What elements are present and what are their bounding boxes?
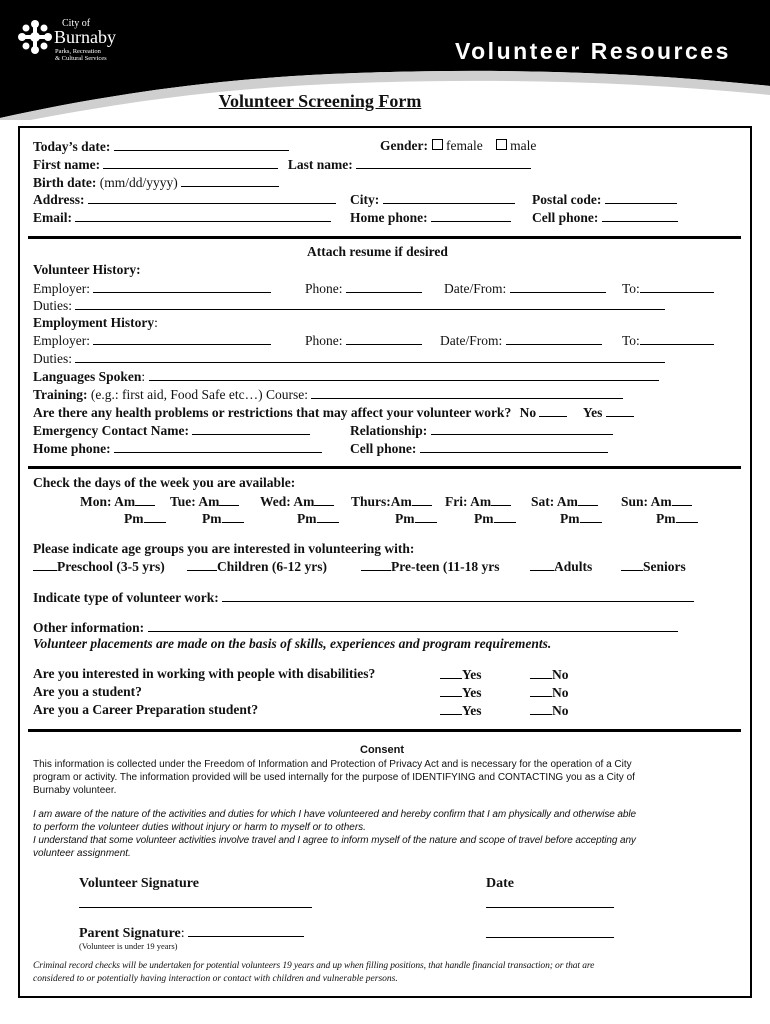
mon-pm-field[interactable]: [144, 510, 166, 523]
employment-employer-field[interactable]: [93, 332, 271, 345]
consent-para-2c: I understand that some volunteer activities involve travel and I agree to inform myself of the nature and scope of travel before accepting any: [33, 835, 636, 846]
am-sat: [531, 493, 598, 510]
career-no: [530, 702, 569, 719]
todays-date-field[interactable]: [114, 138, 289, 151]
postal-code-label: Postal code:: [532, 192, 602, 207]
email-label: Email:: [33, 210, 72, 225]
type-work-row: [33, 589, 694, 606]
age-children: [187, 558, 327, 575]
career-no-field[interactable]: [530, 702, 552, 715]
training-hint: (e.g.: first aid, Food Safe etc…) Course:: [90, 387, 308, 402]
cell-phone-row: [532, 209, 678, 226]
cell-phone-field[interactable]: [602, 209, 678, 222]
parent-signature-field[interactable]: [188, 924, 304, 937]
header-title: Volunteer Resources: [455, 38, 731, 64]
first-name-row: [33, 156, 531, 173]
health-question: Are there any health problems or restrictions that may affect your volunteer work?: [33, 405, 512, 420]
logo-sub-2: & Cultural Services: [55, 55, 107, 62]
consent-para-2d: volunteer assignment.: [33, 848, 131, 859]
health-no-label: No: [519, 405, 537, 420]
consent-para-1c: Burnaby volunteer.: [33, 785, 117, 796]
student-question: Are you a student?: [33, 684, 142, 699]
sun-am-field[interactable]: [672, 493, 692, 506]
last-name-label: Last name:: [287, 157, 353, 172]
disabilities-no: [530, 666, 569, 683]
logo-city-of: City of: [62, 18, 91, 29]
type-work-label: Indicate type of volunteer work:: [33, 590, 219, 605]
languages-field[interactable]: [149, 368, 659, 381]
mon-am-label: Mon: Am: [80, 494, 136, 509]
volunteer-duties-field[interactable]: [75, 297, 665, 310]
preteen-field[interactable]: [361, 558, 391, 571]
health-yes-label: Yes: [582, 405, 603, 420]
gender-label: Gender:: [380, 138, 428, 153]
logo-subtitle: [55, 48, 107, 62]
languages-colon: :: [141, 369, 146, 384]
volunteer-phone-row: [305, 280, 422, 297]
am-fri: [445, 493, 511, 510]
consent-para-2a: I am aware of the nature of the activities and duties for which I have volunteered and hereby confirm that I am physically and otherwise able: [33, 809, 636, 820]
emergency-cell-row: [350, 440, 608, 457]
volunteer-signature-label: Volunteer Signature: [79, 876, 199, 891]
sat-pm-label: Pm: [560, 511, 580, 526]
mon-pm-label: Pm: [124, 511, 144, 526]
volunteer-duties-row: [33, 297, 665, 314]
children-label: Children (6-12 yrs): [217, 559, 327, 574]
age-seniors: [621, 558, 686, 575]
emergency-home-field[interactable]: [114, 440, 322, 453]
tue-am-label: Tue: Am: [170, 494, 220, 509]
student-no-field[interactable]: [530, 684, 552, 697]
fri-am-field[interactable]: [491, 493, 511, 506]
under-19-note: (Volunteer is under 19 years): [79, 941, 178, 951]
postal-row: [532, 191, 677, 208]
no-label: No: [552, 667, 569, 682]
check-days-heading: Check the days of the week you are available:: [33, 475, 296, 490]
birth-date-format: (mm/dd/yyyy): [99, 175, 178, 190]
duties-label: Duties:: [33, 351, 72, 366]
career-question: Are you a Career Preparation student?: [33, 702, 259, 717]
city-row: [350, 191, 515, 208]
children-field[interactable]: [187, 558, 217, 571]
gender-row: [380, 138, 536, 154]
consent-para-1a: This information is collected under the Freedom of Information and Protection of Privacy Act and is necessary for the operation of a City: [33, 759, 632, 770]
sun-pm-label: Pm: [656, 511, 676, 526]
no-label: No: [552, 703, 569, 718]
tue-am-field[interactable]: [219, 493, 239, 506]
thurs-am-field[interactable]: [412, 493, 432, 506]
training-field[interactable]: [311, 386, 623, 399]
consent-para-2b: to perform the volunteer duties without injury or harm to myself or to others.: [33, 822, 366, 833]
parent-signature-row: [79, 924, 304, 942]
student-yes-field[interactable]: [440, 684, 462, 697]
am-thurs: [351, 493, 432, 510]
todays-date-label: Today’s date:: [33, 139, 111, 154]
last-name-field[interactable]: [356, 156, 531, 169]
to-label: To:: [622, 281, 640, 296]
sun-am-label: Sun: Am: [621, 494, 672, 509]
employment-to-row: [622, 332, 714, 349]
thurs-pm-field[interactable]: [415, 510, 437, 523]
first-name-label: First name:: [33, 157, 101, 172]
postal-code-field[interactable]: [605, 191, 677, 204]
languages-label: Languages Spoken: [33, 369, 142, 384]
age-adults: [530, 558, 592, 575]
date-label: Date: [486, 876, 514, 891]
am-sun: [621, 493, 692, 510]
sat-pm-field[interactable]: [580, 510, 602, 523]
pm-sat: [560, 510, 602, 527]
home-phone-label: Home phone:: [350, 210, 428, 225]
consent-heading: Consent: [360, 744, 404, 756]
logo-name: Burnaby: [54, 27, 116, 47]
female-label: female: [446, 138, 483, 153]
pm-fri: [474, 510, 516, 527]
health-yes-field[interactable]: [606, 404, 634, 417]
am-mon: [80, 493, 155, 510]
preschool-label: Preschool (3-5 yrs): [57, 559, 165, 574]
wed-pm-field[interactable]: [317, 510, 339, 523]
placements-note: Volunteer placements are made on the basis of skills, experiences and program requirements.: [33, 636, 552, 651]
seniors-field[interactable]: [621, 558, 643, 571]
parent-date-field[interactable]: [486, 937, 614, 938]
female-checkbox[interactable]: [432, 139, 443, 150]
career-yes: [440, 702, 482, 719]
yes-label: Yes: [462, 685, 482, 700]
disabilities-yes-field[interactable]: [440, 666, 462, 679]
tue-pm-field[interactable]: [222, 510, 244, 523]
address-label: Address:: [33, 192, 85, 207]
birth-date-row: [33, 174, 279, 191]
duties-label: Duties:: [33, 298, 72, 313]
volunteer-to-field[interactable]: [640, 280, 714, 293]
seniors-label: Seniors: [643, 559, 686, 574]
volunteer-employer-row: [33, 280, 271, 297]
disabilities-yes: [440, 666, 482, 683]
adults-label: Adults: [554, 559, 593, 574]
employment-history-heading: [33, 315, 158, 331]
emergency-name-row: [33, 422, 310, 439]
fri-am-label: Fri: Am: [445, 494, 492, 509]
thurs-pm-label: Pm: [395, 511, 415, 526]
employment-date-from-field[interactable]: [506, 332, 602, 345]
volunteer-date-row: [444, 280, 606, 297]
preschool-field[interactable]: [33, 558, 57, 571]
first-name-field[interactable]: [103, 156, 278, 169]
address-field[interactable]: [88, 191, 336, 204]
to-label: To:: [622, 333, 640, 348]
male-checkbox[interactable]: [496, 139, 507, 150]
student-no: [530, 684, 569, 701]
pm-thurs: [395, 510, 437, 527]
sat-am-label: Sat: Am: [531, 494, 578, 509]
other-info-row: [33, 619, 678, 636]
criminal-check-note-b: considered to or potentially having interaction or contact with children and vulnerable persons.: [33, 974, 398, 984]
phone-label: Phone:: [305, 281, 343, 296]
volunteer-signature-field[interactable]: [79, 907, 312, 908]
fri-pm-field[interactable]: [494, 510, 516, 523]
other-info-field[interactable]: [148, 619, 678, 632]
no-label: No: [552, 685, 569, 700]
wed-am-field[interactable]: [314, 493, 334, 506]
adults-field[interactable]: [530, 558, 554, 571]
home-phone-field[interactable]: [431, 209, 511, 222]
emergency-cell-field[interactable]: [420, 440, 608, 453]
disabilities-question: Are you interested in working with people with disabilities?: [33, 666, 376, 681]
wed-am-label: Wed: Am: [260, 494, 315, 509]
age-preteen: [361, 558, 499, 575]
birth-date-label: Birth date:: [33, 175, 97, 190]
city-label: City:: [350, 192, 380, 207]
languages-row: [33, 368, 659, 385]
volunteer-employer-field[interactable]: [93, 280, 271, 293]
pm-wed: [297, 510, 339, 527]
divider-3: [28, 729, 741, 732]
employment-colon: :: [154, 315, 158, 330]
employment-history-label: Employment History: [33, 315, 155, 330]
date-from-label: Date/From:: [444, 281, 507, 296]
birth-date-field[interactable]: [181, 174, 279, 187]
volunteer-date-field[interactable]: [486, 907, 614, 908]
pm-mon: [124, 510, 166, 527]
emergency-home-row: [33, 440, 322, 457]
employment-employer-row: [33, 332, 271, 349]
parent-signature-colon: :: [180, 926, 185, 941]
wed-pm-label: Pm: [297, 511, 317, 526]
divider-1: [28, 236, 741, 239]
cell-phone-label: Cell phone:: [532, 210, 599, 225]
employment-phone-field[interactable]: [346, 332, 422, 345]
volunteer-phone-field[interactable]: [346, 280, 422, 293]
relationship-row: [350, 422, 613, 439]
phone-label: Phone:: [305, 333, 343, 348]
am-tue: [170, 493, 239, 510]
sun-pm-field[interactable]: [676, 510, 698, 523]
divider-2: [28, 466, 741, 469]
pm-tue: [202, 510, 244, 527]
health-row: [33, 404, 634, 421]
emergency-cell-label: Cell phone:: [350, 441, 417, 456]
thurs-am-label: Thurs:Am: [351, 494, 412, 509]
pm-sun: [656, 510, 698, 527]
address-row: [33, 191, 336, 208]
relationship-label: Relationship:: [350, 423, 428, 438]
snowflake-icon: [18, 20, 52, 54]
employment-date-row: [440, 332, 602, 349]
mon-am-field[interactable]: [135, 493, 155, 506]
consent-para-1b: program or activity. The information provided will be used internally for the purpose of IDENTIFYING and CONTACTING you as a City of: [33, 772, 635, 783]
email-field[interactable]: [75, 209, 331, 222]
emergency-name-field[interactable]: [192, 422, 310, 435]
training-label: Training:: [33, 387, 88, 402]
type-work-field[interactable]: [222, 589, 694, 602]
parent-signature-label: Parent Signature: [79, 926, 181, 941]
home-phone-row: [350, 209, 511, 226]
yes-label: Yes: [462, 667, 482, 682]
logo-sub-1: Parks, Recreation: [55, 48, 101, 55]
preteen-label: Pre-teen (11-18 yrs: [391, 559, 500, 574]
sat-am-field[interactable]: [578, 493, 598, 506]
volunteer-date-from-field[interactable]: [510, 280, 606, 293]
volunteer-history-heading: Volunteer History:: [33, 262, 141, 277]
student-yes: [440, 684, 482, 701]
todays-date-row: [33, 138, 289, 155]
employer-label: Employer:: [33, 333, 90, 348]
relationship-field[interactable]: [431, 422, 613, 435]
male-label: male: [510, 138, 537, 153]
emergency-home-label: Home phone:: [33, 441, 111, 456]
disabilities-no-field[interactable]: [530, 666, 552, 679]
criminal-check-note-a: Criminal record checks will be undertaken for potential volunteers 19 years and up when filling positions, that handle financial transaction; or that are: [33, 961, 595, 971]
employer-label: Employer:: [33, 281, 90, 296]
employment-duties-field[interactable]: [75, 350, 665, 363]
age-preschool: [33, 558, 165, 575]
employment-phone-row: [305, 332, 422, 349]
am-wed: [260, 493, 334, 510]
form-title: Volunteer Screening Form: [218, 91, 422, 111]
volunteer-to-row: [622, 280, 714, 297]
emergency-name-label: Emergency Contact Name:: [33, 423, 189, 438]
attach-resume: Attach resume if desired: [307, 244, 448, 259]
tue-pm-label: Pm: [202, 511, 222, 526]
other-info-label: Other information:: [33, 620, 145, 635]
date-from-label: Date/From:: [440, 333, 503, 348]
city-field[interactable]: [383, 191, 515, 204]
yes-label: Yes: [462, 703, 482, 718]
employment-to-field[interactable]: [640, 332, 714, 345]
fri-pm-label: Pm: [474, 511, 494, 526]
career-yes-field[interactable]: [440, 702, 462, 715]
employment-duties-row: [33, 350, 665, 367]
training-row: [33, 386, 623, 403]
health-no-field[interactable]: [539, 404, 567, 417]
email-row: [33, 209, 331, 226]
age-groups-question: Please indicate age groups you are interested in volunteering with:: [33, 541, 415, 556]
